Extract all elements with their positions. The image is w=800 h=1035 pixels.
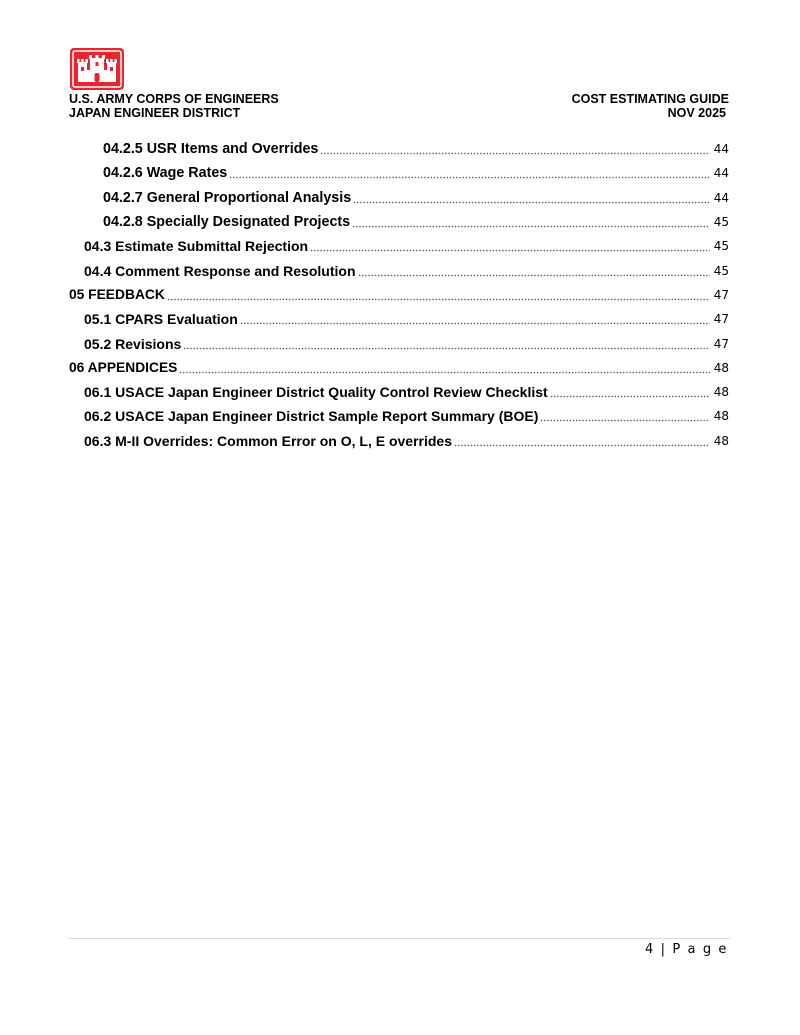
toc-dot-leader	[183, 337, 710, 351]
toc-dot-leader	[320, 142, 710, 156]
toc-entry-title[interactable]: 04.2.7 General Proportional Analysis	[103, 189, 352, 206]
castle-icon	[70, 48, 124, 90]
toc-dot-leader	[454, 434, 710, 448]
toc-dot-leader	[352, 215, 710, 229]
toc-entry-title[interactable]: 04.2.6 Wage Rates	[103, 165, 228, 182]
toc-dot-leader	[240, 312, 710, 326]
toc-dot-leader	[353, 191, 710, 205]
toc-entry[interactable]	[69, 283, 729, 307]
toc-dot-leader	[167, 288, 710, 302]
toc-entry-title[interactable]: 05 FEEDBACK	[69, 287, 165, 303]
toc-entry[interactable]	[69, 429, 729, 453]
toc-entry[interactable]	[69, 404, 729, 428]
toc-entry-title[interactable]: 06.2 USACE Japan Engineer District Sample Report Summary (BOE)	[84, 408, 539, 425]
toc-entry[interactable]	[69, 137, 729, 161]
toc-entry[interactable]	[69, 186, 729, 210]
table-of-contents	[69, 137, 729, 453]
toc-page-number[interactable]: 47	[713, 336, 729, 351]
toc-page-number[interactable]: 44	[713, 166, 729, 181]
header-date: NOV 2025	[667, 106, 726, 120]
page-number: 4 | P a g e	[645, 942, 728, 957]
toc-dot-leader	[179, 361, 710, 375]
header-district: JAPAN ENGINEER DISTRICT	[69, 106, 241, 120]
toc-entry[interactable]	[69, 331, 729, 355]
toc-entry-title[interactable]: 05.1 CPARS Evaluation	[84, 311, 238, 328]
toc-dot-leader	[358, 264, 711, 278]
toc-dot-leader	[229, 166, 710, 180]
toc-dot-leader	[540, 409, 710, 423]
toc-entry[interactable]	[69, 210, 729, 234]
toc-dot-leader	[550, 385, 710, 399]
toc-entry[interactable]	[69, 161, 729, 185]
toc-entry[interactable]	[69, 258, 729, 282]
toc-entry-title[interactable]: 06.1 USACE Japan Engineer District Quality Control Review Checklist	[84, 384, 548, 401]
toc-page-number[interactable]: 47	[713, 287, 729, 302]
toc-entry-title[interactable]: 04.3 Estimate Submittal Rejection	[84, 238, 309, 255]
toc-page-number[interactable]: 45	[713, 263, 729, 278]
toc-entry[interactable]	[69, 380, 729, 404]
toc-page-number[interactable]: 47	[713, 312, 729, 327]
toc-page-number[interactable]: 45	[713, 215, 729, 230]
header-doc-title: COST ESTIMATING GUIDE	[571, 92, 729, 106]
toc-entry-title[interactable]: 06 APPENDICES	[69, 360, 178, 376]
toc-entry-title[interactable]: 05.2 Revisions	[84, 335, 182, 352]
usace-castle-logo	[70, 48, 124, 90]
toc-page-number[interactable]: 48	[713, 409, 729, 424]
toc-page-number[interactable]: 48	[713, 385, 729, 400]
toc-entry[interactable]	[69, 307, 729, 331]
toc-entry-title[interactable]: 04.2.8 Specially Designated Projects	[103, 214, 351, 231]
toc-page-number[interactable]: 45	[713, 239, 729, 254]
toc-page-number[interactable]: 48	[713, 360, 729, 375]
toc-dot-leader	[310, 239, 710, 253]
toc-entry-title[interactable]: 04.2.5 USR Items and Overrides	[103, 141, 319, 158]
header-left	[69, 92, 279, 120]
toc-entry-title[interactable]: 04.4 Comment Response and Resolution	[84, 262, 356, 279]
header-right	[572, 92, 729, 120]
toc-entry[interactable]	[69, 234, 729, 258]
toc-page-number[interactable]: 44	[713, 142, 729, 157]
toc-entry-title[interactable]: 06.3 M-II Overrides: Common Error on O, L, E overrides	[84, 432, 452, 449]
toc-page-number[interactable]: 48	[713, 433, 729, 448]
footer-divider	[69, 938, 730, 939]
toc-entry[interactable]	[69, 356, 729, 380]
toc-page-number[interactable]: 44	[713, 190, 729, 205]
header-org: U.S. ARMY CORPS OF ENGINEERS	[69, 92, 279, 106]
